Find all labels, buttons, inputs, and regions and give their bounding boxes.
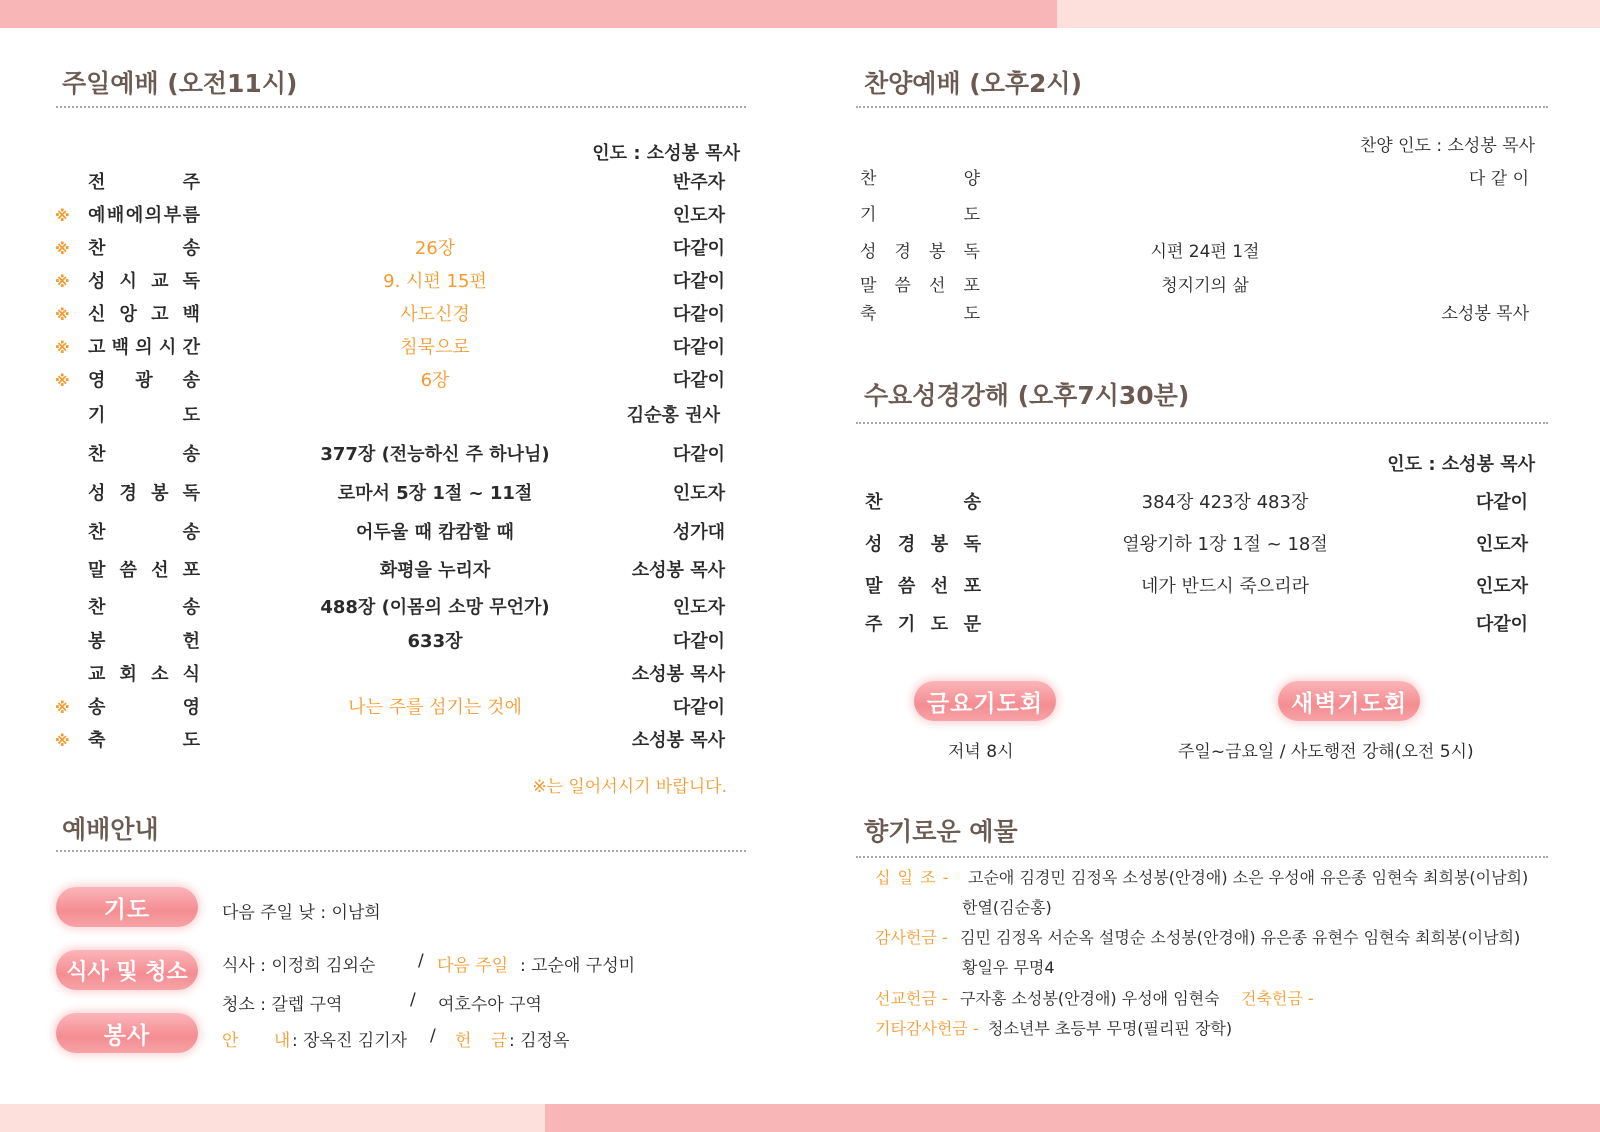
order-content: 나는 주를 섬기는 것에 [348, 697, 522, 718]
stand-mark: ※ [55, 240, 70, 258]
prayer-text: 다음 주일 낮 : 이남희 [222, 903, 381, 923]
order-label: 성 경 봉 독 [865, 534, 981, 555]
stand-mark: ※ [55, 732, 70, 750]
sunday-order-row [0, 334, 760, 362]
order-content: 384장 423장 483장 [1141, 492, 1309, 513]
order-label: 교 회 소 식 [88, 664, 200, 685]
stand-mark: ※ [55, 372, 70, 390]
wednesday-order-row [0, 489, 1528, 517]
praise-divider [856, 106, 1548, 108]
wednesday-order-row [0, 573, 1528, 601]
order-person: 다 같 이 [1468, 169, 1529, 189]
wednesday-order-row [0, 531, 1528, 559]
praise-leader: 찬양 인도 : 소성봉 목사 [1359, 136, 1535, 156]
building-label: 건축헌금 - [1241, 989, 1314, 1008]
tithe-names-2: 한열(김순홍) [962, 898, 1052, 917]
stand-mark: ※ [55, 699, 70, 717]
tithe-names: 고순애 김경민 김정옥 소성봉(안경애) 소은 우성애 유은종 임현숙 최희봉(이남희) [968, 868, 1529, 887]
order-person: 다같이 [672, 337, 725, 358]
usher-label: 안 내 [222, 1031, 291, 1051]
sunday-title: 주일예배 (오전11시) [62, 69, 298, 98]
order-person: 성가대 [672, 522, 725, 543]
sunday-order-row [0, 661, 760, 689]
sunday-leader: 인도 : 소성봉 목사 [592, 143, 740, 164]
order-content: 로마서 5장 1절 ~ 11절 [337, 483, 533, 504]
sunday-order-row [0, 402, 760, 430]
sunday-order-row [0, 694, 760, 722]
order-content: 시편 24편 1절 [1150, 242, 1260, 262]
order-content: 네가 반드시 죽으리라 [1141, 576, 1309, 597]
order-label: 성 경 봉 독 [88, 483, 200, 504]
dawn-prayer-pill: 새벽기도회 [1278, 681, 1420, 721]
cleaning-separator: / [410, 990, 416, 1010]
other-names: 청소년부 초등부 무명(필리핀 장학) [988, 1019, 1233, 1038]
next-sunday-text: : 고순애 구성미 [520, 956, 636, 976]
offering-duty-label: 헌 금 [455, 1031, 508, 1051]
order-content: 9. 시편 15편 [383, 271, 487, 292]
mission-names: 구자홍 소성봉(안경애) 우성애 임현숙 [960, 989, 1220, 1008]
stand-mark: ※ [55, 273, 70, 291]
friday-prayer-time: 저녁 8시 [948, 742, 1014, 762]
order-person: 다같이 [672, 444, 725, 465]
praise-order-row [0, 201, 1535, 229]
order-label: 찬 송 [88, 522, 200, 543]
praise-order-row [0, 238, 1535, 266]
order-person: 다같이 [672, 238, 725, 259]
praise-order-row [0, 272, 1535, 300]
meal-text: 식사 : 이정희 김외순 [222, 956, 376, 976]
order-content: 침묵으로 [400, 337, 470, 358]
meal-separator: / [418, 951, 424, 971]
order-person: 다같이 [1475, 614, 1528, 635]
order-label: 주 기 도 문 [865, 614, 981, 635]
order-content: 488장 (이몸의 소망 무언가) [320, 597, 550, 618]
top-bar-light [1057, 0, 1600, 28]
order-person: 인도자 [1475, 534, 1528, 555]
order-label: 봉 헌 [88, 631, 200, 652]
tithe-label: 십 일 조 - [875, 868, 949, 887]
next-sunday-label: 다음 주일 [437, 956, 509, 976]
order-label: 찬 송 [88, 238, 200, 259]
order-content: 화평을 누리자 [379, 560, 491, 581]
service-pill: 봉사 [56, 1013, 198, 1053]
praise-title: 찬양예배 (오후2시) [864, 69, 1083, 98]
order-person: 소성봉 목사 [1441, 304, 1529, 324]
stand-mark: ※ [55, 339, 70, 357]
offering-duty-text: : 김정옥 [509, 1031, 570, 1051]
meal-cleaning-pill: 식사 및 청소 [56, 950, 198, 990]
thanks-names: 김민 김정옥 서순옥 설명순 소성봉(안경애) 유은종 유현수 임현숙 최희봉(이남희) [960, 928, 1521, 947]
mission-label: 선교헌금 - [875, 989, 948, 1008]
sunday-order-row [0, 727, 760, 755]
order-label: 기 도 [860, 205, 980, 225]
order-person: 김순홍 권사 [626, 405, 720, 426]
order-label: 찬 송 [88, 597, 200, 618]
order-person: 소성봉 목사 [631, 560, 725, 581]
order-content: 열왕기하 1장 1절 ~ 18절 [1122, 534, 1328, 555]
sunday-order-row [0, 367, 760, 395]
service-separator: / [430, 1026, 436, 1046]
order-person: 인도자 [672, 597, 725, 618]
order-person: 소성봉 목사 [631, 664, 725, 685]
order-label: 성 시 교 독 [88, 271, 200, 292]
order-content: 6장 [420, 370, 450, 391]
order-person: 소성봉 목사 [631, 730, 725, 751]
stand-mark: ※ [55, 306, 70, 324]
order-label: 고 백 의 시 간 [88, 337, 200, 358]
order-person: 다같이 [672, 697, 725, 718]
guide-divider [56, 850, 746, 852]
order-label: 말 씀 선 포 [88, 560, 200, 581]
order-person: 인도자 [1475, 576, 1528, 597]
order-content: 633장 [407, 631, 463, 652]
order-person: 다같이 [672, 271, 725, 292]
wednesday-divider [856, 422, 1548, 424]
order-label: 말 씀 선 포 [865, 576, 981, 597]
praise-order-row [0, 300, 1535, 328]
sunday-order-row [0, 441, 760, 469]
offerings-title: 향기로운 예물 [864, 817, 1018, 846]
usher-text: : 장옥진 김기자 [292, 1031, 408, 1051]
stand-mark: ※ [55, 207, 70, 225]
cleaning-text-2: 여호수아 구역 [438, 995, 542, 1015]
order-label: 기 도 [88, 405, 200, 426]
order-person: 반주자 [672, 172, 725, 193]
order-person: 다같이 [672, 304, 725, 325]
dawn-prayer-time: 주일~금요일 / 사도행전 강해(오전 5시) [1178, 742, 1474, 762]
praise-order-row [0, 165, 1535, 193]
order-person: 인도자 [672, 483, 725, 504]
wednesday-leader: 인도 : 소성봉 목사 [1387, 454, 1535, 475]
guide-title: 예배안내 [62, 815, 159, 844]
order-label: 말 씀 선 포 [860, 276, 980, 296]
other-label: 기타감사헌금 - [875, 1019, 979, 1038]
order-label: 축 도 [88, 730, 200, 751]
order-label: 찬 송 [865, 492, 981, 513]
sunday-divider [56, 106, 746, 108]
order-label: 신 앙 고 백 [88, 304, 200, 325]
order-label: 영 광 송 [88, 370, 200, 391]
order-label: 송 영 [88, 697, 200, 718]
order-person: 다같이 [672, 631, 725, 652]
friday-prayer-pill: 금요기도회 [914, 681, 1056, 721]
order-content: 청지기의 삶 [1161, 276, 1249, 296]
order-content: 377장 (전능하신 주 하나님) [320, 444, 550, 465]
order-content: 26장 [414, 238, 456, 259]
offerings-divider [856, 856, 1548, 858]
wednesday-order-row [0, 611, 1528, 639]
order-label: 성 경 봉 독 [860, 242, 980, 262]
order-label: 축 도 [860, 304, 980, 324]
cleaning-text: 청소 : 갈렙 구역 [222, 995, 343, 1015]
order-label: 전 주 [88, 172, 200, 193]
order-person: 다같이 [672, 370, 725, 391]
standing-note: ※는 일어서시기 바랍니다. [532, 777, 727, 797]
prayer-pill: 기도 [56, 887, 198, 927]
bottom-bar-pink [545, 1104, 1600, 1132]
order-label: 찬 양 [860, 169, 980, 189]
thanks-label: 감사헌금 - [875, 928, 948, 947]
top-bar-pink [0, 0, 1057, 28]
order-person: 인도자 [672, 205, 725, 226]
order-label: 찬 송 [88, 444, 200, 465]
order-person: 다같이 [1475, 492, 1528, 513]
wednesday-title: 수요성경강해 (오후7시30분) [864, 381, 1190, 410]
order-label: 예 배 에 의 부 름 [88, 205, 200, 226]
thanks-names-2: 황일우 무명4 [962, 958, 1055, 977]
bottom-bar-light [0, 1104, 545, 1132]
order-content: 어두울 때 캄캄할 때 [356, 522, 514, 543]
order-content: 사도신경 [400, 304, 470, 325]
